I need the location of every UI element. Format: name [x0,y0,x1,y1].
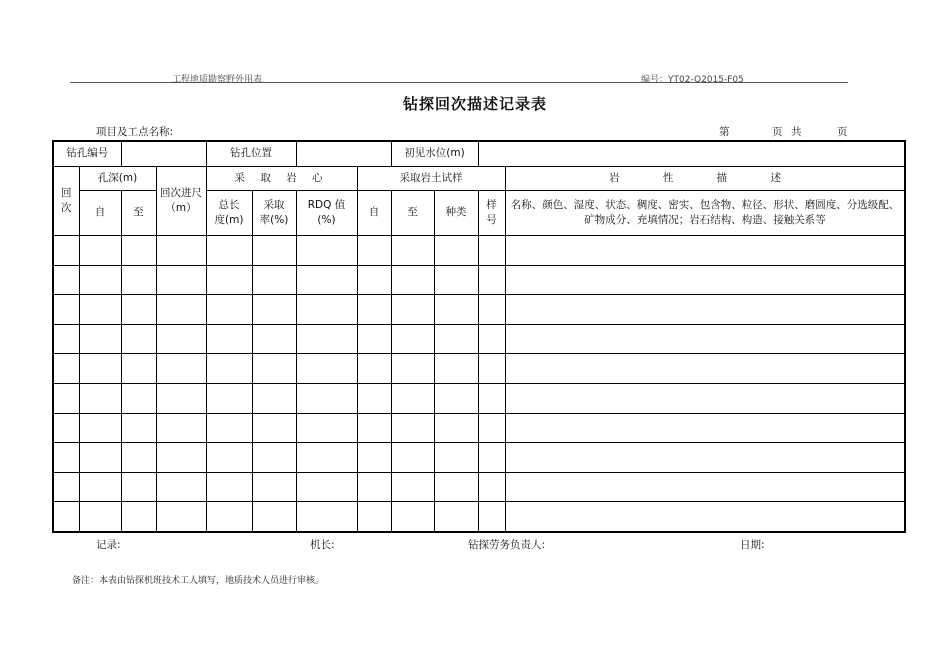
table-cell[interactable] [434,413,478,443]
table-cell[interactable] [296,354,357,384]
table-cell[interactable] [79,354,121,384]
hole-info-row [53,141,905,167]
table-cell[interactable] [296,443,357,473]
table-cell[interactable] [391,324,434,354]
page-total-prefix: 共 [791,126,802,138]
table-cell[interactable] [296,265,357,295]
form-category: 工程地质勘察野外用表 [172,75,263,85]
table-cell[interactable] [505,413,905,443]
sample-to-header: 至 [391,191,434,236]
rock-description-detail: 名称、颜色、湿度、状态、稠度、密实、包含物、粒径、形状、磨圆度、分选级配、矿物成分、充填情况；岩石结构、构造、接触关系等 [505,191,905,236]
depth-to-header: 至 [121,191,156,236]
table-cell[interactable] [296,502,357,532]
page-title: 钻探回次描述记录表 [402,95,547,113]
footnote: 备注：本表由钻探机班技术工人填写，地质技术人员进行审核。 [72,576,325,586]
table-row [53,236,905,266]
table-cell[interactable] [121,413,156,443]
table-cell[interactable] [252,295,296,325]
table-cell[interactable] [53,472,79,502]
table-cell[interactable] [79,236,121,266]
core-recovery-rate-header: 采取率(%) [252,191,296,236]
table-cell[interactable] [206,472,252,502]
table-cell[interactable] [156,383,206,413]
hole-position-label: 钻孔位置 [206,141,296,167]
depth-from-header: 自 [79,191,121,236]
table-cell[interactable] [391,383,434,413]
table-cell[interactable] [478,236,505,266]
table-cell[interactable] [79,413,121,443]
table-row [53,383,905,413]
table-cell[interactable] [296,413,357,443]
table-cell[interactable] [206,295,252,325]
table-cell[interactable] [79,502,121,532]
table-cell[interactable] [434,354,478,384]
table-cell[interactable] [478,383,505,413]
hole-position-field[interactable] [296,141,391,167]
table-cell[interactable] [296,324,357,354]
page-number-prefix: 第 [719,126,730,138]
project-name-label: 项目及工点名称: [96,126,174,138]
table-cell[interactable] [156,413,206,443]
rqd-header: RDQ 值(%) [296,191,357,236]
table-cell[interactable] [53,236,79,266]
hole-number-field[interactable] [121,141,206,167]
table-cell[interactable] [478,472,505,502]
table-cell[interactable] [156,443,206,473]
table-row [53,295,905,325]
footage-header: 回次进尺（m） [156,167,206,236]
table-row [53,354,905,384]
table-cell[interactable] [206,383,252,413]
table-row [53,502,905,532]
table-cell[interactable] [252,472,296,502]
table-cell[interactable] [206,324,252,354]
table-cell[interactable] [478,502,505,532]
sample-header: 采取岩土试样 [357,167,505,191]
table-cell[interactable] [434,265,478,295]
table-cell[interactable] [79,443,121,473]
table-cell[interactable] [478,265,505,295]
table-cell[interactable] [206,413,252,443]
table-cell[interactable] [505,324,905,354]
table-cell[interactable] [357,413,391,443]
table-cell[interactable] [505,472,905,502]
table-cell[interactable] [252,236,296,266]
table-cell[interactable] [206,502,252,532]
table-cell[interactable] [79,295,121,325]
table-cell[interactable] [252,354,296,384]
sample-number-header: 样号 [478,191,505,236]
table-cell[interactable] [156,472,206,502]
table-cell[interactable] [121,265,156,295]
table-row [53,443,905,473]
table-cell[interactable] [296,236,357,266]
table-cell[interactable] [357,443,391,473]
table-cell[interactable] [357,354,391,384]
table-cell[interactable] [252,324,296,354]
table-cell[interactable] [79,265,121,295]
initial-water-label: 初见水位(m) [391,141,478,167]
table-row [53,265,905,295]
table-cell[interactable] [156,265,206,295]
table-cell[interactable] [478,295,505,325]
table-cell[interactable] [434,472,478,502]
table-cell[interactable] [79,472,121,502]
core-header: 采 取 岩 心 [206,167,357,191]
table-cell[interactable] [505,443,905,473]
table-cell[interactable] [156,354,206,384]
table-cell[interactable] [391,502,434,532]
core-total-length-header: 总长度(m) [206,191,252,236]
table-cell[interactable] [391,265,434,295]
table-cell[interactable] [505,502,905,532]
table-cell[interactable] [357,324,391,354]
table-cell[interactable] [53,443,79,473]
table-cell[interactable] [206,354,252,384]
sample-from-header: 自 [357,191,391,236]
table-cell[interactable] [252,443,296,473]
table-cell[interactable] [296,383,357,413]
table-cell[interactable] [79,383,121,413]
table-row [53,324,905,354]
table-cell[interactable] [53,502,79,532]
table-cell[interactable] [121,443,156,473]
drilling-record-table [52,140,906,533]
table-cell[interactable] [505,383,905,413]
table-cell[interactable] [391,354,434,384]
table-cell[interactable] [296,472,357,502]
table-cell[interactable] [252,502,296,532]
table-cell[interactable] [357,383,391,413]
table-cell[interactable] [206,236,252,266]
table-cell[interactable] [296,295,357,325]
table-cell[interactable] [357,295,391,325]
table-cell[interactable] [391,236,434,266]
initial-water-field[interactable] [478,141,905,167]
table-cell[interactable] [121,324,156,354]
table-cell[interactable] [391,472,434,502]
table-cell[interactable] [434,324,478,354]
table-cell[interactable] [53,413,79,443]
page-number-suffix: 页 [772,126,783,138]
table-cell[interactable] [434,236,478,266]
table-cell[interactable] [434,443,478,473]
table-cell[interactable] [252,413,296,443]
table-cell[interactable] [252,265,296,295]
table-cell[interactable] [478,413,505,443]
page-total-suffix: 页 [837,126,848,138]
header-divider [70,82,848,83]
table-cell[interactable] [156,502,206,532]
table-cell[interactable] [53,324,79,354]
table-cell[interactable] [121,472,156,502]
table-cell[interactable] [434,295,478,325]
table-cell[interactable] [505,354,905,384]
depth-header: 孔深(m) [79,167,156,191]
table-cell[interactable] [206,443,252,473]
table-cell[interactable] [121,295,156,325]
table-cell[interactable] [434,502,478,532]
table-cell[interactable] [79,324,121,354]
table-cell[interactable] [434,383,478,413]
table-cell[interactable] [252,383,296,413]
sample-type-header: 种类 [434,191,478,236]
table-cell[interactable] [478,324,505,354]
table-row [53,472,905,502]
captain-label: 机长: [310,539,335,551]
table-cell[interactable] [53,265,79,295]
header-row-1 [53,167,905,191]
table-cell[interactable] [478,354,505,384]
table-cell[interactable] [505,236,905,266]
table-cell[interactable] [505,295,905,325]
table-cell[interactable] [357,472,391,502]
table-cell[interactable] [121,502,156,532]
table-cell[interactable] [505,265,905,295]
rock-description-header: 岩 性 描 述 [505,167,905,191]
table-cell[interactable] [478,443,505,473]
table-cell[interactable] [391,413,434,443]
date-label: 日期: [740,539,765,551]
form-code: 编号：YT02-Q2015-F05 [641,75,744,85]
table-cell[interactable] [121,383,156,413]
table-cell[interactable] [53,295,79,325]
labor-lead-label: 钻探劳务负责人: [468,539,546,551]
recorder-label: 记录: [96,539,121,551]
table-cell[interactable] [156,324,206,354]
table-cell[interactable] [156,236,206,266]
table-cell[interactable] [357,236,391,266]
table-cell[interactable] [53,354,79,384]
table-cell[interactable] [206,265,252,295]
table-row [53,413,905,443]
table-cell[interactable] [357,502,391,532]
table-cell[interactable] [357,265,391,295]
round-header: 回次 [53,167,79,236]
table-cell[interactable] [121,354,156,384]
table-cell[interactable] [391,443,434,473]
table-cell[interactable] [121,236,156,266]
table-cell[interactable] [156,295,206,325]
table-cell[interactable] [391,295,434,325]
hole-number-label: 钻孔编号 [53,141,121,167]
table-cell[interactable] [53,383,79,413]
